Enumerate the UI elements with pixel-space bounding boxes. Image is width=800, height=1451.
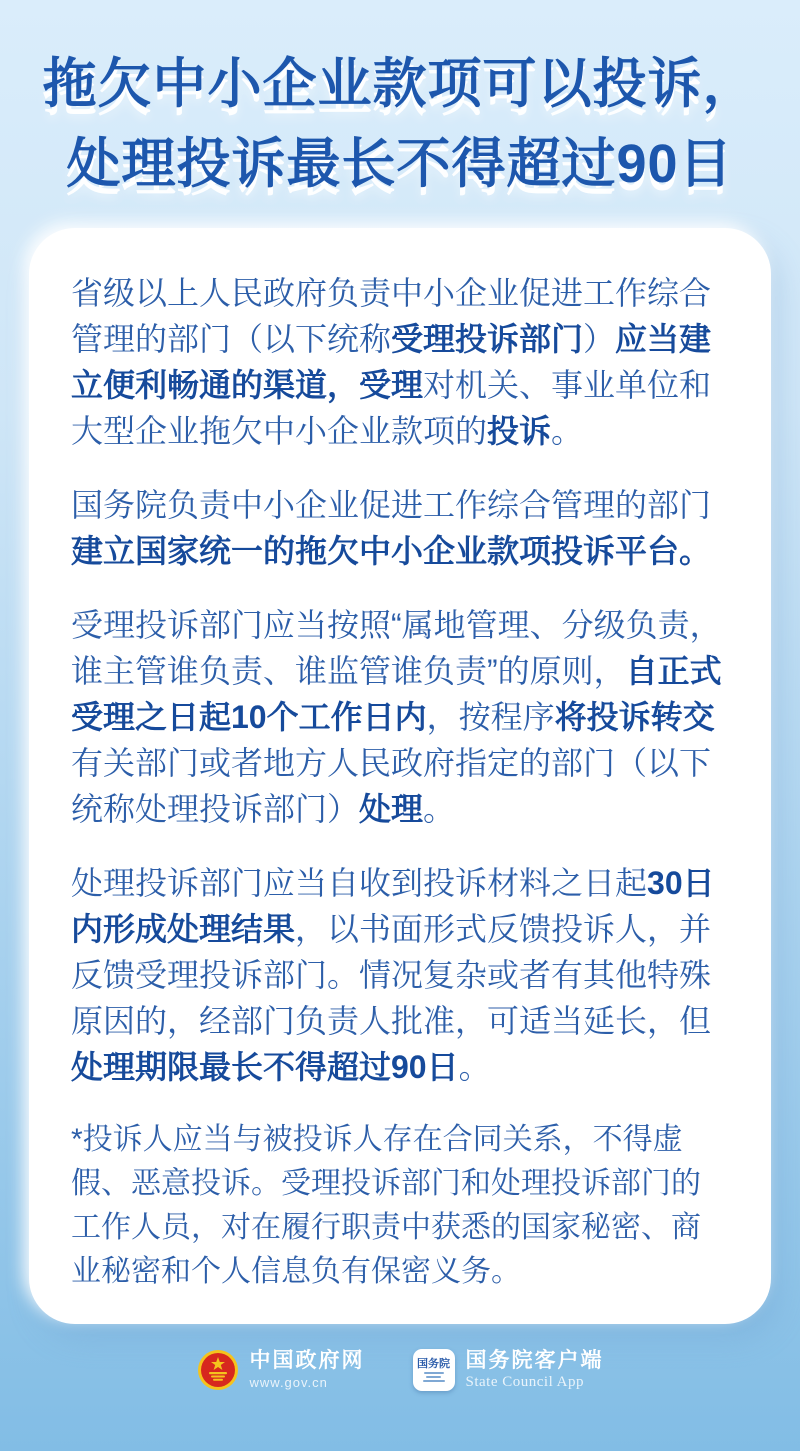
text-segment: ，以书面形式反馈投诉人，并反馈受理投诉部门。情况复杂或者有其他特殊原因的，经部门负责人批准，可适当延长，但	[71, 911, 712, 1039]
govcn-logo	[197, 1348, 365, 1391]
govcn-site-name: 中国政府网	[249, 1349, 365, 1372]
footnote: *投诉人应当与被投诉人存在合同关系，不得虚假、恶意投诉。受理投诉部门和处理投诉部门的工作人员，对在履行职责中获悉的国家秘密、商业秘密和个人信息负有保密义务。	[71, 1123, 701, 1288]
title-line-2: 处理投诉最长不得超过90日	[66, 134, 734, 194]
text-segment: 。	[423, 791, 456, 827]
text-segment-bold: 应当建立便利畅通的渠道，受理	[71, 321, 712, 403]
paragraph-complaint-channel	[71, 270, 729, 454]
paragraph-processing-deadline	[71, 860, 729, 1090]
text-segment-bold: 自正式受理之日起10个工作日内	[71, 653, 722, 735]
text-segment: 受理投诉部门应当按照“属地管理、分级负责，谁主管谁负责、谁监管谁负责”的原则，	[71, 607, 722, 689]
text-segment: 有关部门或者地方人民政府指定的部门（以下统称处理投诉部门）	[71, 745, 712, 827]
text-segment-bold: 处理	[359, 791, 424, 827]
app-icon-line	[426, 1376, 441, 1378]
text-segment-bold: 投诉	[487, 413, 552, 449]
content-card	[29, 228, 771, 1324]
state-council-app-icon	[413, 1349, 455, 1391]
china-national-emblem-icon	[197, 1349, 239, 1391]
state-council-app-logo	[413, 1348, 604, 1391]
text-segment: 对机关、事业单位和大型企业拖欠中小企业款项的	[71, 367, 712, 449]
text-segment: 。	[551, 413, 584, 449]
text-segment: 。	[458, 1049, 491, 1085]
title-line-1: 拖欠中小企业款项可以投诉，	[42, 54, 758, 114]
govcn-site-url: www.gov.cn	[249, 1375, 328, 1390]
paragraph-national-platform	[71, 482, 729, 574]
text-segment-bold: 建立国家统一的拖欠中小企业款项投诉平台。	[71, 533, 712, 569]
text-segment-bold: 受理投诉部门	[391, 321, 584, 357]
app-icon-label: 国务院	[417, 1357, 450, 1370]
text-segment-bold: 将投诉转交	[554, 699, 715, 735]
state-council-app-name: 国务院客户端	[465, 1349, 604, 1372]
govcn-logo-text	[250, 1348, 365, 1391]
text-segment: 处理投诉部门应当自收到投诉材料之日起	[71, 865, 648, 901]
app-icon-line	[424, 1372, 444, 1374]
poster-footer	[0, 1348, 800, 1391]
state-council-app-text	[466, 1348, 604, 1391]
poster-title	[0, 0, 800, 204]
text-segment: 省级以上人民政府负责中小企业促进工作综合管理的部门（以下统称	[71, 275, 712, 357]
text-segment: ，按程序	[426, 699, 555, 735]
state-council-app-subtitle: State Council App	[465, 1374, 584, 1390]
text-segment-bold: 30日内形成处理结果	[71, 865, 715, 947]
text-segment: ）	[583, 321, 616, 357]
text-segment-bold: 处理期限最长不得超过90日	[71, 1049, 459, 1085]
app-icon-line	[423, 1380, 445, 1382]
paragraph-transfer-rule	[71, 602, 729, 832]
poster-header	[0, 0, 800, 204]
text-segment: 国务院负责中小企业促进工作综合管理的部门	[71, 487, 712, 523]
